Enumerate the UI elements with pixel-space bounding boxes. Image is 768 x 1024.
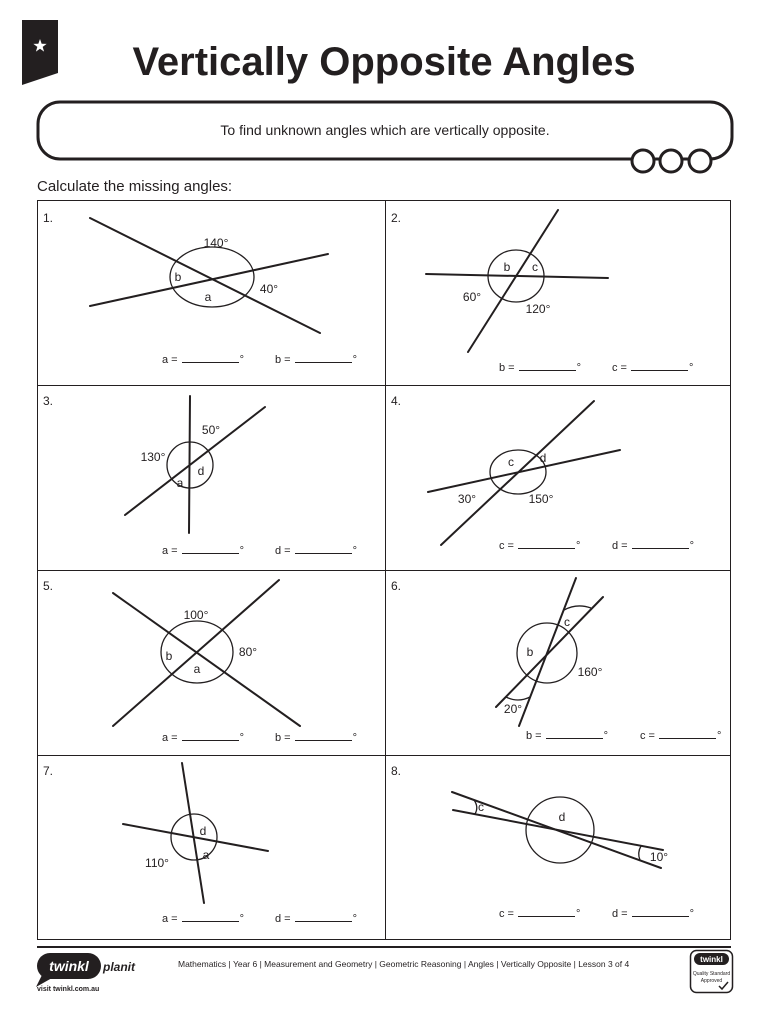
instructions: Calculate the missing angles: [37, 178, 233, 195]
quality-badge [691, 951, 733, 993]
answer-row [162, 731, 244, 745]
answer-row [162, 353, 244, 367]
answer-blank [632, 907, 689, 917]
decor-circle [632, 150, 654, 172]
answer-row [275, 544, 357, 558]
answer-label: a = [162, 545, 178, 557]
angle-label: a [202, 848, 210, 862]
angle-label: 10° [649, 850, 669, 864]
question-7-diagram [43, 763, 268, 903]
answer-blank [295, 912, 352, 922]
angle-label: a [176, 476, 184, 490]
angle-label: 50° [201, 423, 221, 437]
angle-label: 140° [203, 236, 229, 250]
brand-text: planit [103, 960, 135, 974]
footer-graphics [36, 947, 733, 993]
degree-unit: ° [576, 362, 582, 374]
line [428, 450, 620, 492]
question-number: 5. [43, 579, 54, 593]
degree-unit: ° [352, 732, 358, 744]
answer-row [612, 907, 694, 921]
angle-label: 160° [577, 665, 603, 679]
answer-label: d = [612, 908, 628, 920]
degree-unit: ° [575, 540, 581, 552]
degree-unit: ° [239, 732, 245, 744]
question-number: 2. [391, 211, 402, 225]
angle-label: d [558, 810, 566, 824]
line [468, 210, 558, 352]
angle-label: d [199, 824, 207, 838]
answer-label: b = [275, 732, 291, 744]
answer-label: c = [612, 362, 627, 374]
angle-label: c [532, 260, 538, 274]
decor-circle [660, 150, 682, 172]
answer-blank [182, 353, 239, 363]
angle-label: c [508, 455, 514, 469]
degree-unit: ° [239, 545, 245, 557]
degree-unit: ° [716, 730, 722, 742]
angle-label: 30° [457, 492, 477, 506]
page-title: Vertically Opposite Angles [132, 40, 636, 84]
degree-unit: ° [575, 908, 581, 920]
answer-blank [659, 729, 716, 739]
question-number: 1. [43, 211, 54, 225]
angle-label: b [526, 645, 534, 659]
badge-line-1: Quality Standard [692, 971, 731, 977]
badge-line-2: Approved [700, 978, 723, 984]
answer-blank [295, 353, 352, 363]
answer-blank [518, 907, 575, 917]
answer-row [275, 912, 357, 926]
answer-label: b = [499, 362, 515, 374]
question-number: 7. [43, 764, 54, 778]
answer-row [162, 544, 244, 558]
angle-label: b [174, 270, 182, 284]
answer-blank [518, 539, 575, 549]
answer-label: d = [275, 545, 291, 557]
question-2-diagram [391, 210, 608, 352]
question-6-diagram [391, 578, 603, 726]
line [441, 401, 594, 545]
answer-label: d = [612, 540, 628, 552]
answer-row [640, 729, 721, 743]
angle-label: 110° [145, 856, 169, 870]
question-number: 4. [391, 394, 402, 408]
angle-label: d [539, 451, 547, 465]
answer-label: b = [526, 730, 542, 742]
question-8-diagram [391, 764, 668, 868]
website-text: visit twinkl.com.au [37, 986, 100, 993]
angle-label: 40° [259, 282, 279, 296]
question-number: 8. [391, 764, 402, 778]
objective-text: To find unknown angles which are vertically opposite. [220, 122, 550, 138]
angle-arc [564, 606, 591, 610]
answer-blank [519, 361, 576, 371]
answer-row [526, 729, 608, 743]
answer-row [499, 539, 580, 553]
angle-label: 100° [183, 608, 209, 622]
angle-arc [506, 697, 530, 700]
degree-unit: ° [603, 730, 609, 742]
answer-label: a = [162, 354, 178, 366]
question-number: 6. [391, 579, 402, 593]
answer-label: a = [162, 732, 178, 744]
angle-arc [170, 247, 254, 307]
angle-label: 80° [238, 645, 258, 659]
angle-label: a [193, 662, 201, 676]
decor-circle [689, 150, 711, 172]
answer-blank [182, 912, 239, 922]
badge-logo: twinkl [700, 955, 723, 964]
answer-label: c = [499, 540, 514, 552]
answer-label: a = [162, 913, 178, 925]
answer-row [275, 731, 357, 745]
angle-arc [474, 800, 477, 814]
answer-blank [631, 361, 688, 371]
degree-unit: ° [689, 908, 695, 920]
answer-blank [182, 731, 239, 741]
degree-unit: ° [352, 545, 358, 557]
answer-blank [295, 731, 352, 741]
degree-unit: ° [239, 354, 245, 366]
degree-unit: ° [352, 354, 358, 366]
angle-label: c [564, 615, 570, 629]
answer-row [612, 361, 693, 375]
answer-blank [295, 544, 352, 554]
answer-label: b = [275, 354, 291, 366]
answer-row [499, 907, 580, 921]
degree-unit: ° [688, 362, 694, 374]
angle-label: 130° [140, 450, 166, 464]
twinkl-logo [36, 953, 101, 987]
angle-label: 60° [462, 290, 482, 304]
answer-label: d = [275, 913, 291, 925]
angle-label: b [503, 260, 511, 274]
degree-unit: ° [239, 913, 245, 925]
angle-label: 20° [503, 702, 523, 716]
answer-row [499, 361, 581, 375]
question-1-diagram [43, 211, 328, 333]
answer-blank [546, 729, 603, 739]
question-grid [37, 200, 731, 940]
angle-label: d [197, 464, 205, 478]
line [496, 597, 603, 707]
footer-breadcrumb: Mathematics | Year 6 | Measurement and Geometry | Geometric Reasoning | Angles | Vertically Opposite | Lesson 3 of 4 [178, 959, 630, 969]
degree-unit: ° [352, 913, 358, 925]
angle-label: c [478, 800, 484, 814]
angle-arc [639, 846, 641, 860]
question-4-diagram [391, 394, 620, 545]
answer-row [275, 353, 357, 367]
answer-blank [632, 539, 689, 549]
angle-label: 150° [528, 492, 554, 506]
answer-row [162, 912, 244, 926]
degree-unit: ° [689, 540, 695, 552]
angle-label: 120° [525, 302, 551, 316]
answer-label: c = [640, 730, 655, 742]
answer-row [612, 539, 694, 553]
angle-label: b [165, 649, 173, 663]
angle-label: a [204, 290, 212, 304]
question-3-diagram [43, 394, 265, 533]
question-5-diagram [43, 579, 300, 726]
answer-label: c = [499, 908, 514, 920]
logo-text: twinkl [49, 958, 89, 974]
answer-blank [182, 544, 239, 554]
question-number: 3. [43, 394, 54, 408]
